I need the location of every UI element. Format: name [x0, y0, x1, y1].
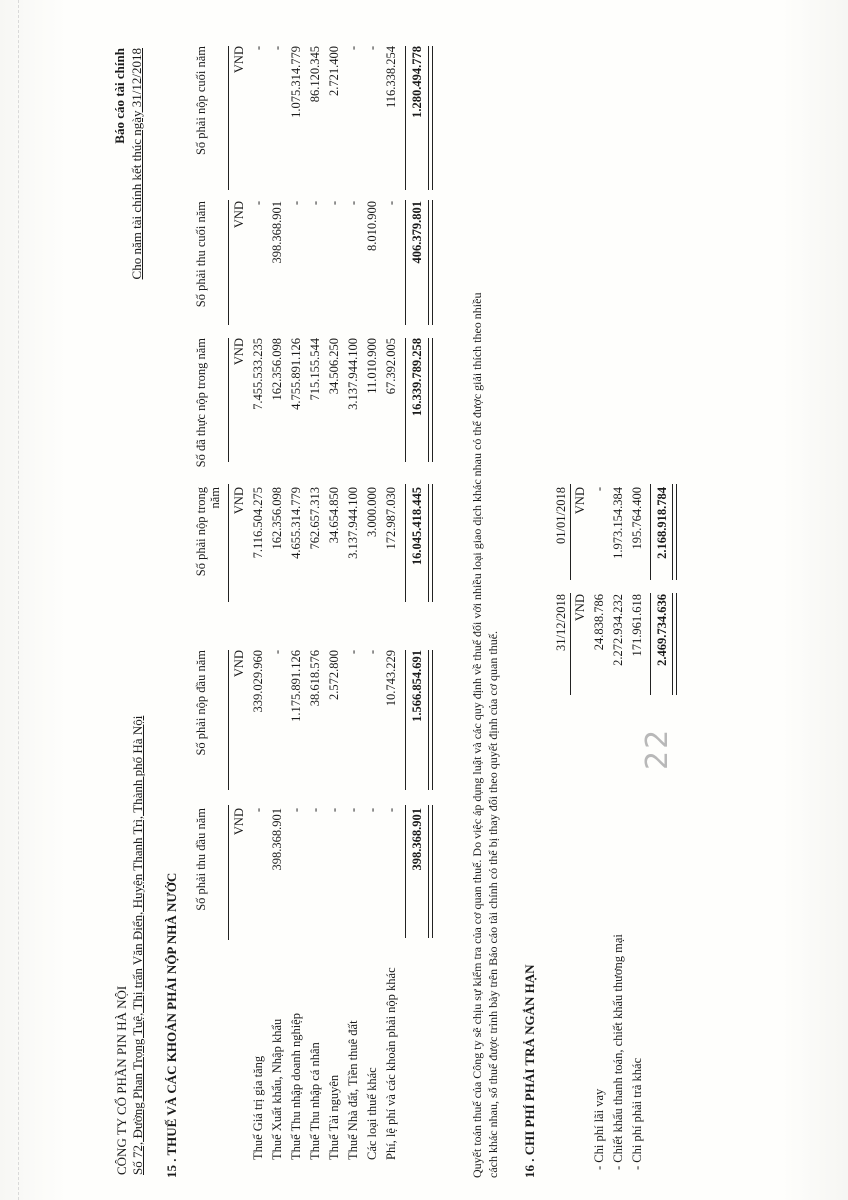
s15-unit: VND	[232, 487, 246, 515]
s15-total-rule	[405, 46, 406, 190]
s15-cell: 398.368.901	[270, 808, 284, 871]
s15-cell: 339.029.960	[251, 650, 265, 713]
s16-cell: 24.838.786	[592, 594, 606, 651]
s16-double-rule	[672, 484, 677, 580]
s16-cell: -	[592, 487, 606, 492]
s15-row-label: Thuế Giá trị gia tăng	[251, 1055, 265, 1160]
s15-cell: 2.721.400	[327, 46, 341, 96]
s15-double-rule	[428, 805, 433, 938]
s16-header-rule	[570, 484, 571, 580]
s15-unit: VND	[232, 338, 246, 366]
report-period: Cho năm tài chính kết thúc ngày 31/12/2018	[129, 48, 144, 280]
s16-row-label: - Chi phí lãi vay	[592, 1088, 606, 1170]
s15-cell: -	[289, 201, 303, 206]
s16-cell: 1.973.154.384	[611, 487, 625, 559]
s15-row-label: Thuế Thu nhập cá nhân	[308, 1042, 322, 1160]
s16-col-header: 01/01/2018	[554, 487, 568, 544]
s15-cell: 4.755.891.126	[289, 338, 303, 410]
s15-cell: 3.000.000	[365, 487, 379, 537]
s16-total-cell: 2.469.734.636	[655, 594, 669, 666]
s15-row-label: Thuế Nhà đất, Tiền thuê đất	[346, 1020, 360, 1160]
s15-total-rule	[405, 338, 406, 462]
s15-cell: -	[251, 808, 265, 813]
s15-header-rule	[228, 200, 229, 325]
s16-cell: 195.764.400	[630, 487, 644, 550]
s15-total-cell: 1.280.494.778	[410, 46, 424, 118]
s16-double-rule	[672, 593, 677, 695]
s15-cell: 34.506.250	[327, 338, 341, 395]
s15-cell: -	[308, 201, 322, 206]
s15-header-rule	[228, 805, 229, 940]
s15-total-rule	[405, 200, 406, 325]
s15-row-label: Thuế Xuất khẩu, Nhập khẩu	[270, 1018, 284, 1160]
company-address: Số 72, Đường Phan Trọng Tuệ, Thị trấn Văn Điển, Huyện Thanh Trì, Thành phố Hà Nội	[130, 715, 145, 1175]
s15-cell: -	[327, 201, 341, 206]
s15-cell: -	[365, 46, 379, 51]
s15-col-header: Số đã thực nộp trong năm	[194, 338, 208, 468]
s15-header-rule	[228, 484, 229, 602]
s15-cell: -	[365, 650, 379, 655]
s15-unit: VND	[232, 808, 246, 836]
s15-total-cell: 16.045.418.445	[410, 487, 424, 566]
s15-cell: -	[251, 201, 265, 206]
page-number: 22	[640, 727, 675, 770]
section16-title: 16 . CHI PHÍ PHẢI TRẢ NGẮN HẠN	[522, 964, 537, 1178]
s15-cell: 8.010.900	[365, 201, 379, 251]
s15-total-cell: 406.379.801	[410, 201, 424, 264]
s15-cell: -	[289, 808, 303, 813]
s15-cell: -	[251, 46, 265, 51]
s16-total-rule	[650, 484, 651, 580]
s15-cell: -	[327, 808, 341, 813]
s15-cell: 116.338.254	[384, 46, 398, 109]
s15-cell: 1.075.314.779	[289, 46, 303, 118]
s15-total-rule	[405, 650, 406, 790]
s15-row-label: Các loại thuế khác	[365, 1067, 379, 1160]
s15-cell: -	[365, 808, 379, 813]
s15-cell: 398.368.901	[270, 201, 284, 264]
s15-col-header: Số phải nộp đầu năm	[194, 650, 208, 756]
s16-cell: 171.961.618	[630, 594, 644, 657]
s15-header-rule	[228, 46, 229, 190]
s15-cell: 172.987.030	[384, 487, 398, 550]
s15-cell: -	[346, 201, 360, 206]
s15-cell: 38.618.576	[308, 650, 322, 707]
s15-cell: -	[346, 808, 360, 813]
report-title: Báo cáo tài chính	[112, 48, 127, 144]
s16-row-label: - Chiết khấu thanh toán, chiết khấu thương mại	[611, 934, 625, 1170]
s15-cell: -	[346, 650, 360, 655]
s16-total-rule	[650, 593, 651, 695]
s15-cell: 7.455.533.235	[251, 338, 265, 410]
s15-cell: 86.120.345	[308, 46, 322, 103]
s16-row-label: - Chi phí phải trả khác	[630, 1057, 644, 1170]
s15-note-line1: Quyết toán thuế của Công ty sẽ chịu sự kiểm tra của cơ quan thuế. Do việc áp dụng luật và các quy định về thuế đối với nhiều loại giao dịch khác nhau có thể được giải thích theo nhiều	[470, 292, 484, 1178]
s15-col-header: Số phải nộp trong năm	[194, 487, 222, 577]
s15-cell: 34.654.850	[327, 487, 341, 544]
s15-cell: 2.572.800	[327, 650, 341, 700]
company-name: CÔNG TY CỔ PHẦN PIN HÀ NỘI	[114, 985, 129, 1175]
s15-cell: 762.657.313	[308, 487, 322, 550]
s15-col-header: Số phải thu đầu năm	[194, 808, 208, 911]
s15-total-cell: 16.339.789.258	[410, 338, 424, 417]
s16-unit: VND	[573, 594, 587, 622]
s15-unit: VND	[232, 650, 246, 678]
s16-header-rule	[570, 593, 571, 695]
s15-double-rule	[428, 650, 433, 790]
s15-cell: 10.743.229	[384, 650, 398, 707]
s15-cell: -	[270, 46, 284, 51]
s15-row-label: Thuế Tài nguyên	[327, 1074, 341, 1160]
section15-title: 15 . THUẾ VÀ CÁC KHOẢN PHẢI NỘP NHÀ NƯỚC	[164, 872, 179, 1178]
s16-total-cell: 2.168.918.784	[655, 487, 669, 559]
s15-total-cell: 398.368.901	[410, 808, 424, 871]
s15-unit: VND	[232, 46, 246, 74]
s15-row-label: Phí, lệ phí và các khoản phải nộp khác	[384, 967, 398, 1160]
s15-note-line2: cách khác nhau, số thuế được trình bày trên Báo cáo tài chính có thể bị thay đổi theo quyết định của cơ quan thuế.	[486, 630, 500, 1178]
s15-header-rule	[228, 338, 229, 462]
s15-double-rule	[428, 338, 433, 462]
s15-cell: -	[346, 46, 360, 51]
s15-cell: 1.175.891.126	[289, 650, 303, 722]
s16-unit: VND	[573, 487, 587, 515]
s15-cell: 3.137.944.100	[346, 338, 360, 410]
s15-cell: 11.010.900	[365, 338, 379, 394]
s15-total-cell: 1.566.854.691	[410, 650, 424, 722]
s15-cell: 715.155.544	[308, 338, 322, 401]
s15-header-rule	[228, 650, 229, 790]
s15-cell: -	[308, 808, 322, 813]
s15-cell: -	[384, 201, 398, 206]
s15-cell: -	[270, 650, 284, 655]
page-number-stamp	[640, 728, 675, 770]
s15-cell: 4.655.314.779	[289, 487, 303, 559]
s16-cell: 2.272.934.232	[611, 594, 625, 666]
s15-cell: 162.356.098	[270, 487, 284, 550]
s15-cell: 3.137.944.100	[346, 487, 360, 559]
s15-double-rule	[428, 484, 433, 602]
s15-double-rule	[428, 46, 433, 190]
s15-double-rule	[428, 200, 433, 325]
s15-cell: 7.116.504.275	[251, 487, 265, 559]
s15-total-rule	[405, 805, 406, 938]
s15-unit: VND	[232, 201, 246, 229]
s15-cell: 67.392.005	[384, 338, 398, 395]
s15-cell: -	[384, 808, 398, 813]
s15-row-label: Thuế Thu nhập doanh nghiệp	[289, 1013, 303, 1160]
s15-col-header: Số phải nộp cuối năm	[194, 46, 208, 156]
s16-col-header: 31/12/2018	[554, 594, 568, 651]
s15-total-rule	[405, 484, 406, 602]
s15-cell: 162.356.098	[270, 338, 284, 401]
s15-col-header: Số phải thu cuối năm	[194, 201, 208, 308]
